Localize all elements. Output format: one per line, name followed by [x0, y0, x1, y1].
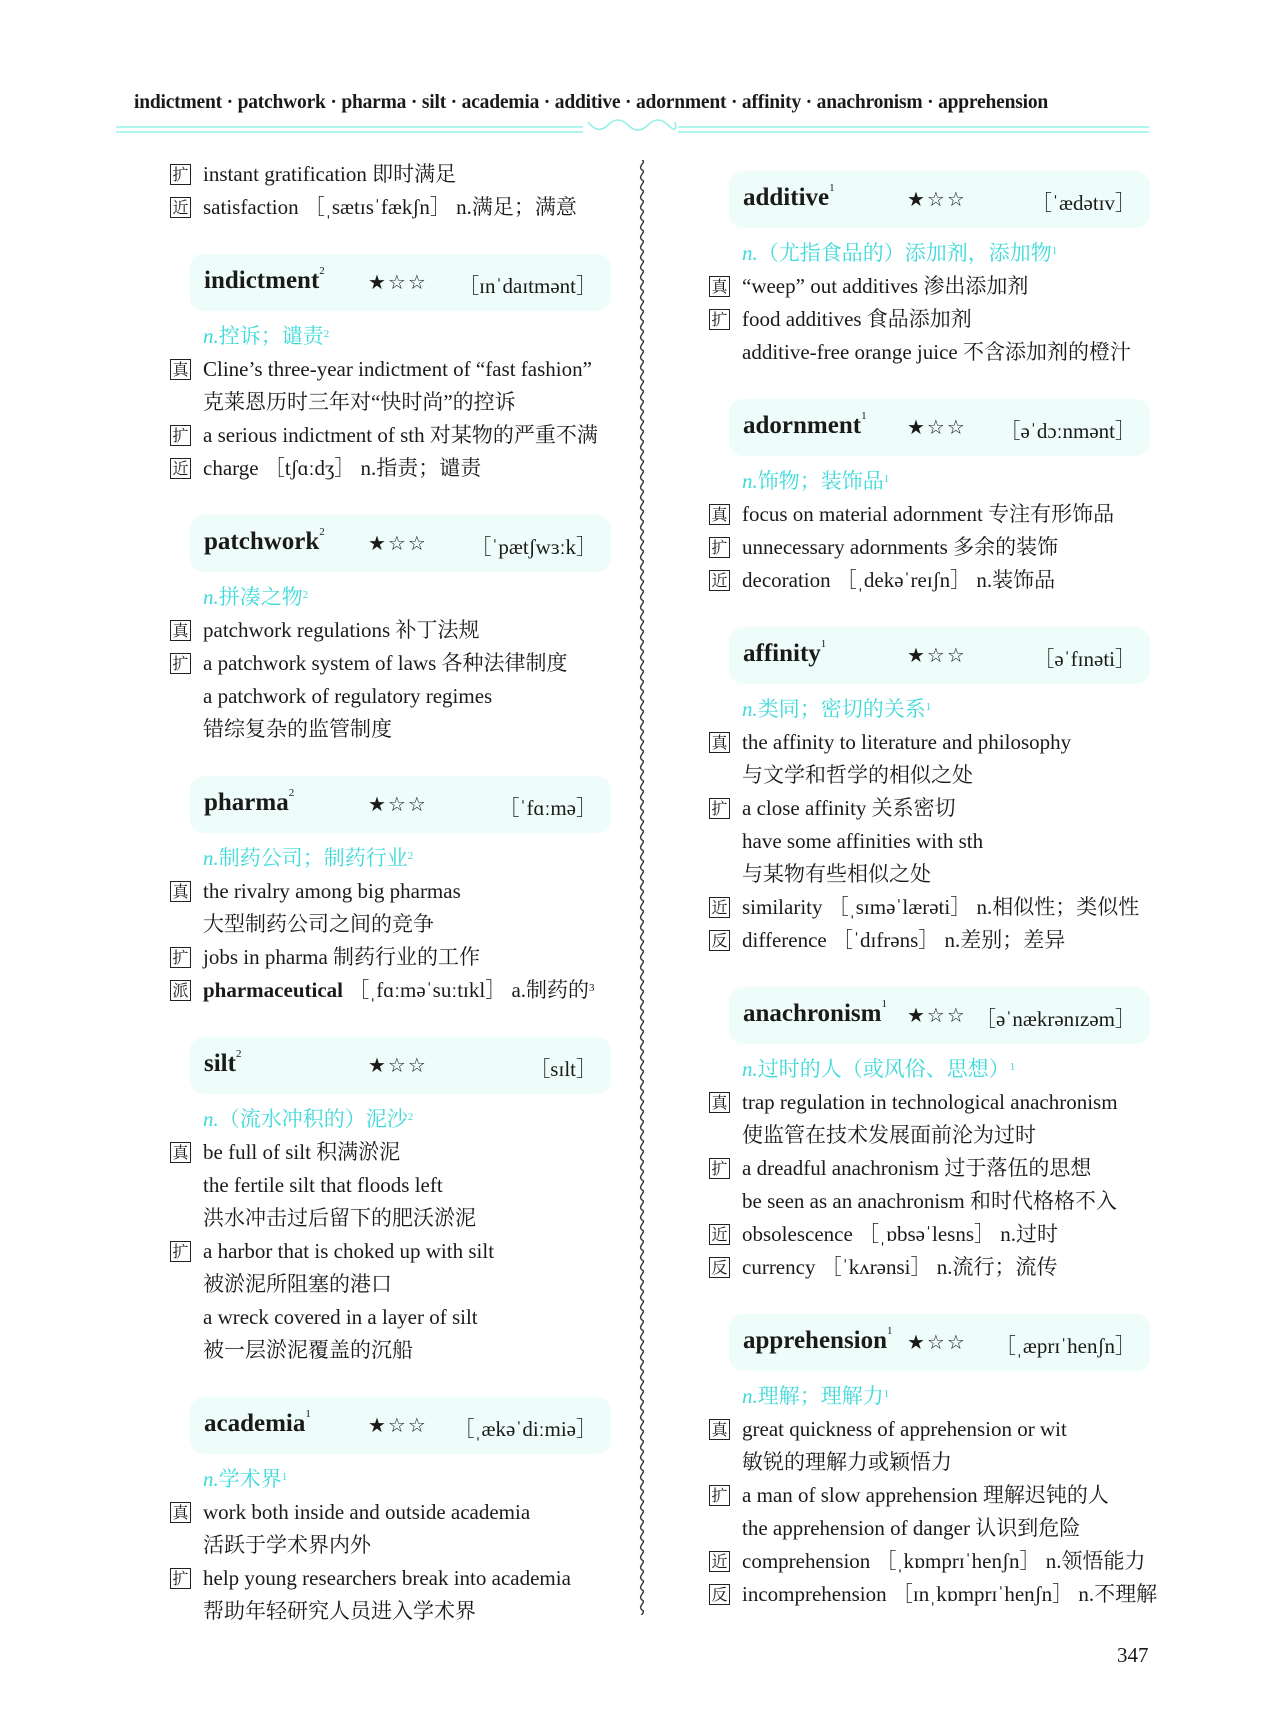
line-text: obsolescence ［ˌɒbsəˈlesns］ n.过时: [742, 1222, 1058, 1246]
star-rating: ★☆☆: [368, 270, 428, 294]
tag-label-icon: 扩: [170, 947, 191, 968]
headword-text: indictment: [204, 267, 320, 294]
headword-frequency: 2: [319, 526, 325, 538]
definition-frequency: 1: [1051, 245, 1058, 257]
line-text: additive-free orange juice 不含添加剂的橙汁: [742, 340, 1131, 364]
part-of-speech: n.: [203, 1107, 219, 1131]
tag-label-icon: 近: [170, 197, 191, 218]
line-text: 大型制药公司之间的竞争: [203, 912, 434, 936]
definition-frequency: 1: [925, 701, 932, 713]
headword: [743, 412, 867, 440]
list-item: [170, 614, 620, 647]
definition-frequency: 2: [407, 1111, 414, 1123]
headword-text: anachronism: [743, 1000, 882, 1027]
headword: [204, 789, 294, 817]
star-rating: ★☆☆: [907, 415, 967, 439]
part-of-speech: n.: [203, 324, 219, 348]
headword: [204, 528, 325, 556]
list-item: [170, 1235, 620, 1268]
definition: [709, 237, 1159, 270]
headword-frequency: 1: [861, 410, 867, 422]
part-of-speech: n.: [742, 241, 758, 265]
star-rating: ★☆☆: [907, 187, 967, 211]
list-item: [709, 792, 1159, 825]
list-item: [170, 1334, 620, 1367]
tag-label-icon: 扩: [709, 798, 730, 819]
line-text: work both inside and outside academia: [203, 1500, 531, 1524]
list-item: [709, 858, 1159, 891]
list-item: [709, 1413, 1159, 1446]
list-item: [170, 1595, 620, 1628]
list-item: [709, 336, 1159, 369]
line-text: similarity ［ˌsɪməˈlærəti］ n.相似性；类似性: [742, 895, 1140, 919]
part-of-speech: n.: [203, 585, 219, 609]
definition-text: 饰物；装饰品: [757, 469, 884, 493]
line-text: a man of slow apprehension 理解迟钝的人: [742, 1483, 1109, 1507]
definition-text: 类同；密切的关系: [757, 697, 926, 721]
list-item: [170, 713, 620, 746]
line-text: 帮助年轻研究人员进入学术界: [203, 1599, 476, 1623]
line-text: trap regulation in technological anachronism: [742, 1090, 1118, 1114]
line-text: the affinity to literature and philosophy: [742, 730, 1072, 754]
line-text: ［ˌfɑːməˈsuːtɪkl］ a.制药的: [342, 978, 590, 1002]
line-text: patchwork regulations 补丁法规: [203, 618, 480, 642]
definition-frequency: 2: [407, 850, 414, 862]
phonetic: ［əˈdɔːnmənt］: [999, 419, 1136, 443]
headword: [204, 1410, 311, 1438]
list-item: [709, 1512, 1159, 1545]
definition: [709, 465, 1159, 498]
tag-label-icon: 真: [709, 276, 730, 297]
list-item: [170, 419, 620, 452]
line-text: a close affinity 关系密切: [742, 796, 956, 820]
definition-frequency: 1: [1009, 1061, 1016, 1073]
list-item: [709, 270, 1159, 303]
list-item: [709, 303, 1159, 336]
definition-text: 拼凑之物: [218, 585, 303, 609]
line-text: the apprehension of danger 认识到危险: [742, 1516, 1081, 1540]
line-text: a wreck covered in a layer of silt: [203, 1305, 478, 1329]
tag-label-icon: 真: [170, 881, 191, 902]
list-item: [170, 680, 620, 713]
tag-label-icon: 真: [709, 1419, 730, 1440]
tag-label-icon: 扩: [709, 309, 730, 330]
list-item: [170, 875, 620, 908]
list-item: [709, 1185, 1159, 1218]
headword-box: [190, 515, 611, 572]
line-text: jobs in pharma 制药行业的工作: [203, 945, 481, 969]
headword-box: [729, 987, 1150, 1044]
tag-label-icon: 真: [170, 620, 191, 641]
line-text: 使监管在技术发展面前沦为过时: [742, 1123, 1036, 1147]
running-header: indictment · patchwork · pharma · silt · academia · additive · adornment · affinity · anachronism · apprehension: [134, 92, 1049, 113]
headword-box: [190, 776, 611, 833]
line-text: 洪水冲击过后留下的肥沃淤泥: [203, 1206, 476, 1230]
line-text: 与某物有些相似之处: [742, 862, 931, 886]
definition: [709, 1380, 1159, 1413]
phonetic: ［ˌæprɪˈhenʃn］: [994, 1334, 1136, 1358]
tag-label-icon: 真: [709, 1092, 730, 1113]
list-item: [170, 1562, 620, 1595]
line-text: unnecessary adornments 多余的装饰: [742, 535, 1059, 559]
definition-text: 控诉；谴责: [218, 324, 324, 348]
definition-text: 学术界: [218, 1467, 282, 1491]
headword-frequency: 2: [319, 265, 325, 277]
line-text: a harbor that is choked up with silt: [203, 1239, 495, 1263]
headword-box: [729, 1314, 1150, 1371]
definition-frequency: 1: [883, 1388, 890, 1400]
line-text: 与文学和哲学的相似之处: [742, 763, 973, 787]
part-of-speech: n.: [742, 697, 758, 721]
tag-label-icon: 扩: [709, 1485, 730, 1506]
headword-frequency: 1: [305, 1408, 311, 1420]
definition: [170, 320, 620, 353]
tag-label-icon: 派: [170, 980, 191, 1001]
definition-frequency: 1: [883, 473, 890, 485]
phonetic: ［ˈfɑːmə］: [498, 796, 597, 820]
headword-text: additive: [743, 184, 830, 211]
list-item: [170, 974, 620, 1007]
tag-label-icon: 扩: [170, 425, 191, 446]
wavy-column-divider: [636, 160, 648, 1615]
headword-text: academia: [204, 1410, 306, 1437]
definition: [709, 693, 1159, 726]
star-rating: ★☆☆: [368, 1053, 428, 1077]
list-item: [170, 908, 620, 941]
phonetic: ［sɪlt］: [529, 1057, 597, 1081]
tag-label-icon: 扩: [170, 1568, 191, 1589]
star-rating: ★☆☆: [907, 1330, 967, 1354]
frequency-superscript: 3: [589, 982, 595, 994]
headword-text: pharma: [204, 789, 289, 816]
list-item: [170, 941, 620, 974]
list-item: [170, 191, 620, 224]
line-text: 活跃于学术界内外: [203, 1533, 371, 1557]
list-item: [709, 1545, 1159, 1578]
headword: [743, 640, 826, 668]
list-item: [170, 158, 620, 191]
list-item: [709, 1446, 1159, 1479]
list-item: [170, 353, 620, 386]
star-rating: ★☆☆: [907, 1003, 967, 1027]
definition-text: （流水冲积的）泥沙: [218, 1107, 408, 1131]
line-text: the fertile silt that floods left: [203, 1173, 443, 1197]
list-item: [709, 759, 1159, 792]
headword-frequency: 2: [288, 787, 295, 799]
line-text: charge ［tʃɑːdʒ］ n.指责；谴责: [203, 456, 482, 480]
headword-frequency: 2: [235, 1048, 242, 1060]
list-item: [170, 452, 620, 485]
headword: [204, 267, 325, 295]
line-text: have some affinities with sth: [742, 829, 984, 853]
headword-frequency: 1: [820, 638, 827, 650]
line-text: difference ［ˈdɪfrəns］ n.差别；差异: [742, 928, 1066, 952]
left-column: [170, 158, 620, 1628]
line-text: decoration ［ˌdekəˈreɪʃn］ n.装饰品: [742, 568, 1056, 592]
part-of-speech: n.: [742, 469, 758, 493]
list-item: [709, 1119, 1159, 1152]
list-item: [709, 726, 1159, 759]
headword-box: [729, 171, 1150, 228]
headword-text: patchwork: [204, 528, 320, 555]
tag-label-icon: 反: [709, 1584, 730, 1605]
headword: [743, 1000, 887, 1028]
line-text: be full of silt 积满淤泥: [203, 1140, 401, 1164]
headword-box: [729, 627, 1150, 684]
page-number: 347: [1117, 1643, 1149, 1667]
list-item: [709, 891, 1159, 924]
headword-box: [729, 399, 1150, 456]
phonetic: ［ɪnˈdaɪtmənt］: [458, 274, 597, 298]
line-text: a patchwork system of laws 各种法律制度: [203, 651, 568, 675]
phonetic: ［əˈnækrənɪzəm］: [975, 1007, 1136, 1031]
headword-text: affinity: [743, 640, 821, 667]
line-text: 被一层淤泥覆盖的沉船: [203, 1338, 413, 1362]
headword-text: apprehension: [743, 1327, 888, 1354]
tag-label-icon: 真: [709, 504, 730, 525]
line-text: 被淤泥所阻塞的港口: [203, 1272, 392, 1296]
part-of-speech: n.: [742, 1057, 758, 1081]
line-text: help young researchers break into academia: [203, 1566, 571, 1590]
headword-box: [190, 254, 611, 311]
list-item: [170, 1169, 620, 1202]
line-text: a serious indictment of sth 对某物的严重不满: [203, 423, 598, 447]
list-item: [709, 498, 1159, 531]
line-text: food additives 食品添加剂: [742, 307, 972, 331]
tag-label-icon: 反: [709, 930, 730, 951]
definition: [170, 581, 620, 614]
star-rating: ★☆☆: [368, 1413, 428, 1437]
phonetic: ［əˈfɪnəti］: [1033, 647, 1136, 671]
tag-label-icon: 真: [170, 1502, 191, 1523]
list-item: [709, 1086, 1159, 1119]
headword-box: [190, 1037, 611, 1094]
line-text: incomprehension ［ɪnˌkɒmprɪˈhenʃn］ n.不理解: [742, 1582, 1158, 1606]
list-item: [170, 1301, 620, 1334]
star-rating: ★☆☆: [907, 643, 967, 667]
list-item: [170, 1136, 620, 1169]
part-of-speech: n.: [742, 1384, 758, 1408]
list-item: [709, 924, 1159, 957]
line-text: the rivalry among big pharmas: [203, 879, 461, 903]
tag-label-icon: 真: [170, 1142, 191, 1163]
part-of-speech: n.: [203, 1467, 219, 1491]
phonetic: ［ˈædətɪv］: [1031, 191, 1136, 215]
tag-label-icon: 扩: [170, 653, 191, 674]
headword-text: adornment: [743, 412, 862, 439]
list-item: [709, 1578, 1159, 1611]
line-text: be seen as an anachronism 和时代格格不入: [742, 1189, 1117, 1213]
headword-frequency: 1: [829, 182, 835, 194]
tag-label-icon: 扩: [170, 164, 191, 185]
line-text: great quickness of apprehension or wit: [742, 1417, 1067, 1441]
headword-box: [190, 1397, 611, 1454]
list-item: [170, 1529, 620, 1562]
line-text: “weep” out additives 渗出添加剂: [742, 274, 1029, 298]
definition-frequency: 2: [302, 589, 309, 601]
list-item: [709, 1251, 1159, 1284]
definition: [170, 1103, 620, 1136]
headword: [204, 1050, 241, 1078]
tag-label-icon: 真: [709, 732, 730, 753]
list-item: [709, 1218, 1159, 1251]
part-of-speech: n.: [203, 846, 219, 870]
headword-frequency: 1: [881, 998, 887, 1010]
line-text: 克莱恩历时三年对“快时尚”的控诉: [203, 390, 516, 414]
line-text: 错综复杂的监管制度: [203, 717, 392, 741]
tag-label-icon: 扩: [709, 1158, 730, 1179]
definition: [170, 1463, 620, 1496]
list-item: [709, 564, 1159, 597]
line-text: currency ［ˈkʌrənsi］ n.流行；流传: [742, 1255, 1058, 1279]
headword-text: silt: [204, 1050, 236, 1077]
headword: [743, 1327, 893, 1355]
definition-text: （尤指食品的）添加剂，添加物: [757, 241, 1052, 265]
line-text: Cline’s three-year indictment of “fast fashion”: [203, 357, 592, 381]
list-item: [170, 1496, 620, 1529]
tag-label-icon: 真: [170, 359, 191, 380]
list-item: [170, 647, 620, 680]
tag-label-icon: 近: [709, 1224, 730, 1245]
right-column: [709, 171, 1159, 1611]
list-item: [170, 386, 620, 419]
star-rating: ★☆☆: [368, 792, 428, 816]
tag-label-icon: 扩: [709, 537, 730, 558]
line-text: focus on material adornment 专注有形饰品: [742, 502, 1115, 526]
tag-label-icon: 近: [170, 458, 191, 479]
line-text: satisfaction ［ˌsætɪsˈfækʃn］ n.满足；满意: [203, 195, 577, 219]
tag-label-icon: 扩: [170, 1241, 191, 1262]
definition-text: 理解；理解力: [757, 1384, 884, 1408]
phonetic: ［ˈpætʃwɜːk］: [470, 535, 597, 559]
tag-label-icon: 近: [709, 1551, 730, 1572]
definition-frequency: 1: [281, 1471, 288, 1483]
definition-text: 过时的人（或风俗、思想）: [757, 1057, 1010, 1081]
line-text: 敏锐的理解力或颖悟力: [742, 1450, 952, 1474]
headword-frequency: 1: [887, 1325, 893, 1337]
definition: [709, 1053, 1159, 1086]
definition: [170, 842, 620, 875]
list-item: [170, 1202, 620, 1235]
tag-label-icon: 近: [709, 570, 730, 591]
list-item: [709, 825, 1159, 858]
header-ornament: [583, 119, 678, 133]
line-text: comprehension ［ˌkɒmprɪˈhenʃn］ n.领悟能力: [742, 1549, 1146, 1573]
list-item: [709, 531, 1159, 564]
definition-text: 制药公司；制药行业: [218, 846, 408, 870]
definition-frequency: 2: [323, 328, 330, 340]
list-item: [709, 1479, 1159, 1512]
tag-label-icon: 反: [709, 1257, 730, 1278]
derived-word: pharmaceutical: [203, 978, 343, 1002]
tag-label-icon: 近: [709, 897, 730, 918]
phonetic: ［ˌækəˈdiːmiə］: [453, 1417, 597, 1441]
star-rating: ★☆☆: [368, 531, 428, 555]
list-item: [170, 1268, 620, 1301]
line-text: a patchwork of regulatory regimes: [203, 684, 493, 708]
headword: [743, 184, 835, 212]
line-text: instant gratification 即时满足: [203, 162, 457, 186]
line-text: a dreadful anachronism 过于落伍的思想: [742, 1156, 1092, 1180]
list-item: [709, 1152, 1159, 1185]
